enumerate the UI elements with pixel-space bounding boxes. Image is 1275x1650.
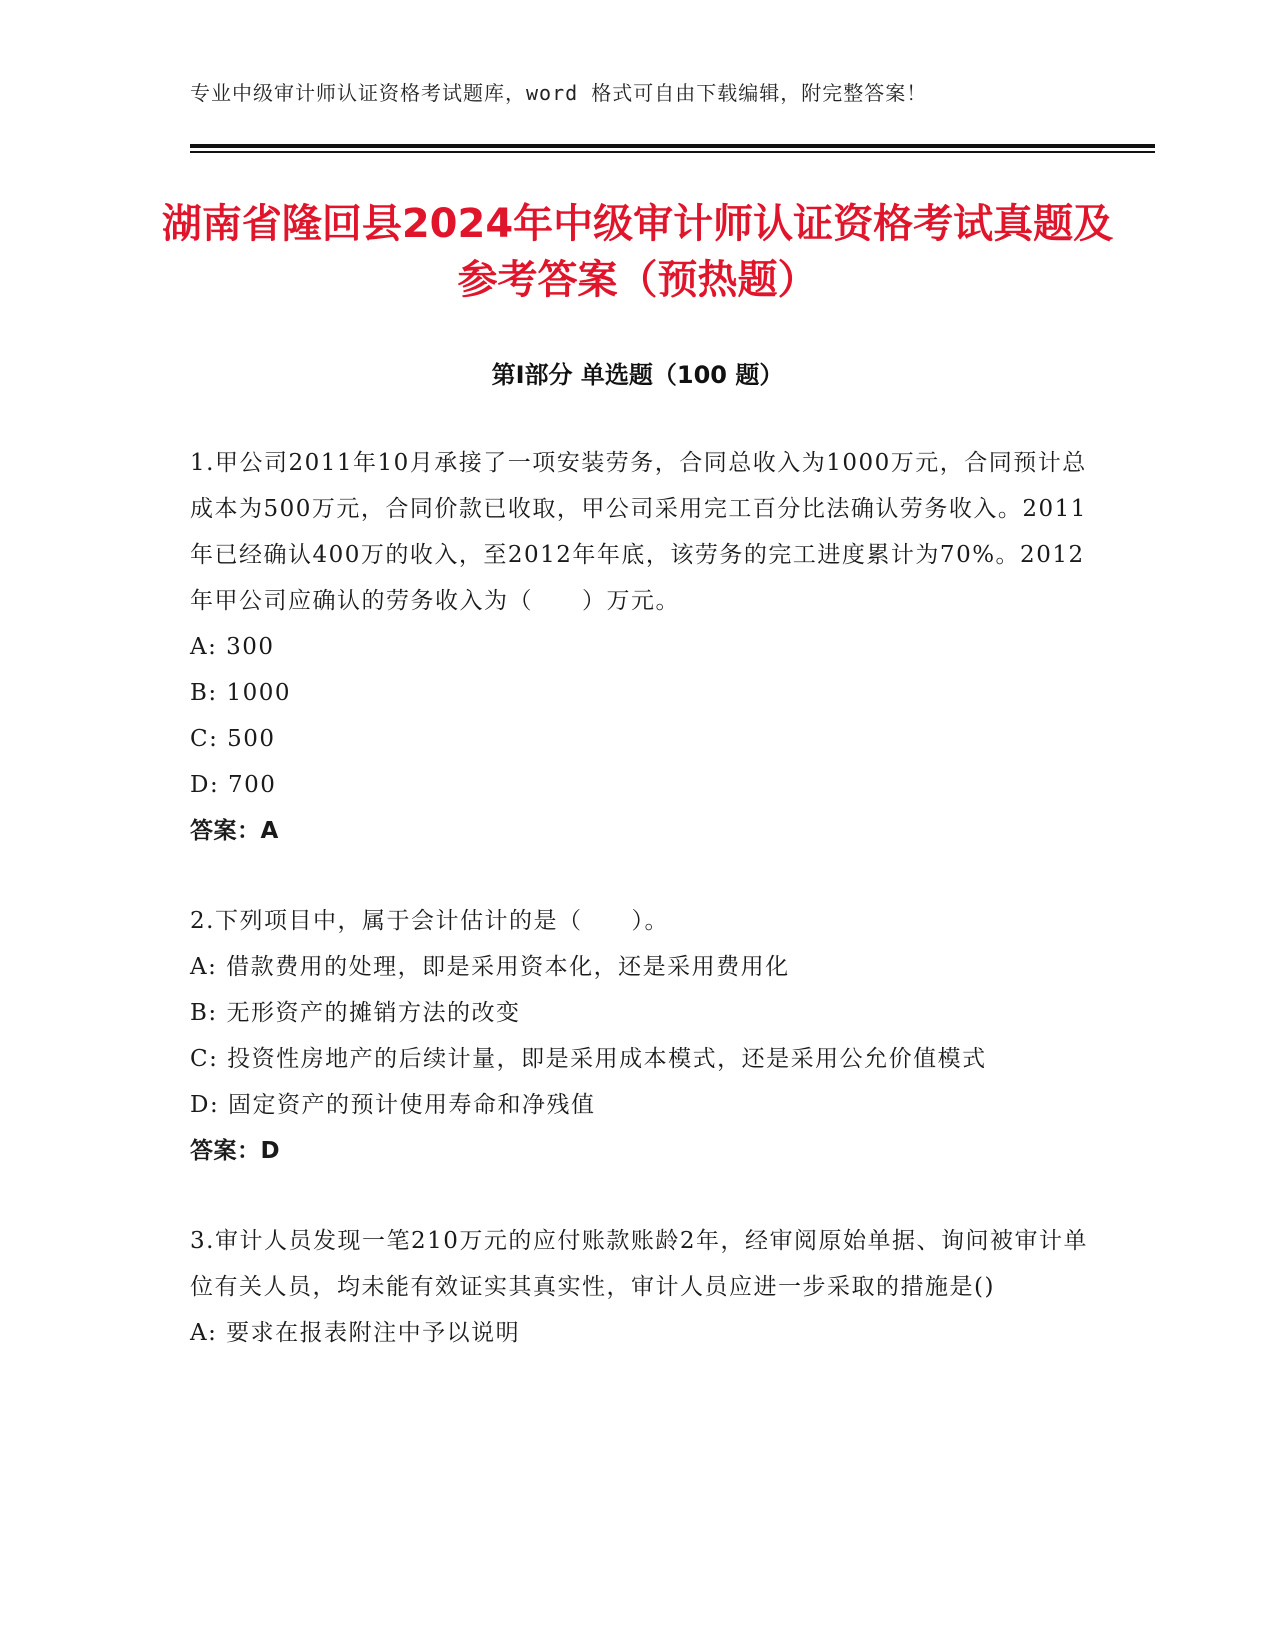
question-3	[190, 1218, 1095, 1356]
option-a: A: 300	[190, 634, 275, 660]
question-stem: 2.下列项目中，属于会计估计的是（ ）。	[190, 908, 669, 934]
section-title: 第Ⅰ部分 单选题（100 题）	[491, 361, 784, 389]
option-c: C: 投资性房地产的后续计量，即是采用成本模式，还是采用公允价值模式	[190, 1046, 987, 1072]
answer: 答案：D	[190, 1138, 281, 1164]
question-2	[190, 898, 1095, 1174]
question-stem: 1.甲公司2011年10月承接了一项安装劳务，合同总收入为1000万元，合同预计总成本为500万元，合同价款已收取，甲公司采用完工百分比法确认劳务收入。2011年已经确认400万的收入，至2012年年底，该劳务的完工进度累计为70%。2012年甲公司应确认的劳务收入为（ ）万元。	[190, 450, 1087, 614]
header-divider-thick	[190, 144, 1155, 148]
header-note: 专业中级审计师认证资格考试题库，word 格式可自由下载编辑，附完整答案！	[190, 81, 928, 105]
answer: 答案：A	[190, 818, 279, 844]
option-c: C: 500	[190, 726, 276, 752]
option-d: D: 固定资产的预计使用寿命和净残值	[190, 1092, 596, 1118]
document-title: 湖南省隆回县2024年中级审计师认证资格考试真题及参考答案（预热题）	[161, 201, 1114, 303]
option-d: D: 700	[190, 772, 277, 798]
option-b: B: 1000	[190, 680, 291, 706]
question-list	[190, 440, 1095, 1400]
option-a: A: 要求在报表附注中予以说明	[190, 1320, 521, 1346]
header-divider-thin	[190, 151, 1155, 153]
option-b: B: 无形资产的摊销方法的改变	[190, 1000, 521, 1026]
option-a: A: 借款费用的处理，即是采用资本化，还是采用费用化	[190, 954, 790, 980]
question-stem: 3.审计人员发现一笔210万元的应付账款账龄2年，经审阅原始单据、询问被审计单位有关人员，均未能有效证实其真实性，审计人员应进一步采取的措施是()	[190, 1228, 1088, 1300]
question-1	[190, 440, 1095, 854]
